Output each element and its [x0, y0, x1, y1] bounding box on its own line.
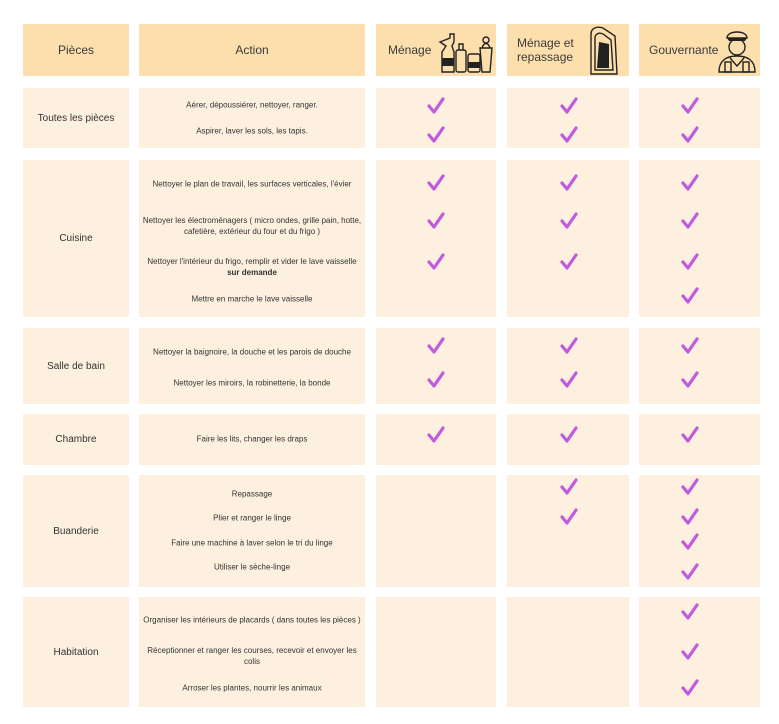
checkmark-icon: [680, 562, 700, 582]
housekeeper-icon: [715, 28, 759, 74]
menage-cell: [376, 328, 496, 404]
action-cell: [139, 88, 365, 148]
checkmark-icon: [426, 96, 446, 116]
menage-repassage-cell: [507, 328, 629, 404]
gouvernante-cell: [639, 475, 760, 587]
action-cell: [139, 160, 365, 317]
task-text: Nettoyer l'intérieur du frigo, remplir et vider le lave vaisselle sur demande: [147, 257, 357, 277]
checkmark-icon: [426, 125, 446, 145]
menage-repassage-cell: [507, 414, 629, 465]
action-cell: [139, 328, 365, 404]
checkmark-icon: [680, 602, 700, 622]
header-action: [139, 24, 365, 76]
menage-repassage-cell: [507, 160, 629, 317]
room-label: Salle de bain: [47, 360, 105, 372]
room-label: Toutes les pièces: [37, 112, 115, 124]
room-cell: [23, 475, 129, 587]
header-menage-repassage: [507, 24, 629, 76]
task-text: Plier et ranger le linge: [213, 513, 291, 523]
menage-repassage-cell: [507, 88, 629, 148]
menage-cell: [376, 475, 496, 587]
room-label: Habitation: [53, 646, 99, 658]
header-menage-label: Ménage: [388, 43, 432, 57]
header-menage-repassage-label: Ménage et repassage: [517, 36, 574, 64]
checkmark-icon: [680, 173, 700, 193]
room-cell: [23, 597, 129, 707]
header-gouvernante-label: Gouvernante: [649, 43, 719, 57]
header-menage: [376, 24, 496, 76]
header-action-label: Action: [235, 43, 269, 57]
checkmark-icon: [426, 425, 446, 445]
checkmark-icon: [426, 370, 446, 390]
checkmark-icon: [559, 96, 579, 116]
checkmark-icon: [680, 96, 700, 116]
room-cell: [23, 328, 129, 404]
checkmark-icon: [680, 125, 700, 145]
task-text: Arroser les plantes, nourrir les animaux: [182, 683, 322, 693]
checkmark-icon: [680, 211, 700, 231]
gouvernante-cell: [639, 88, 760, 148]
cleaning-products-icon: [436, 28, 494, 74]
checkmark-icon: [680, 642, 700, 662]
header-rooms: [23, 24, 129, 76]
task-text: Nettoyer la baignoire, la douche et les parois de douche: [153, 347, 351, 357]
room-label: Cuisine: [59, 233, 93, 244]
header-gouvernante: [639, 24, 760, 76]
task-text: Nettoyer le plan de travail, les surfaces verticales, l'évier: [152, 179, 352, 189]
task-text: Faire une machine à laver selon le tri du linge: [171, 538, 333, 548]
task-text: Aérer, dépoussiérer, nettoyer, ranger.: [186, 100, 318, 110]
checkmark-icon: [559, 477, 579, 497]
menage-repassage-cell: [507, 597, 629, 707]
task-text: Nettoyer les électroménagers ( micro ondes, grille pain, hotte, cafetière, extérieur du four et du frigo ): [142, 216, 362, 236]
menage-cell: [376, 88, 496, 148]
checkmark-icon: [680, 370, 700, 390]
gouvernante-cell: [639, 328, 760, 404]
room-label: Chambre: [55, 434, 97, 445]
task-text: Repassage: [231, 489, 273, 499]
task-text: Nettoyer les miroirs, la robinetterie, la bonde: [173, 378, 331, 388]
checkmark-icon: [559, 252, 579, 272]
task-emphasis: sur demande: [227, 268, 277, 277]
checkmark-icon: [680, 678, 700, 698]
action-cell: [139, 414, 365, 465]
task-text: Mettre en marche le lave vaisselle: [191, 294, 313, 304]
checkmark-icon: [559, 173, 579, 193]
checkmark-icon: [559, 425, 579, 445]
task-text: Réceptionner et ranger les courses, recevoir et envoyer les colis: [147, 646, 357, 666]
checkmark-icon: [426, 211, 446, 231]
checkmark-icon: [559, 125, 579, 145]
room-cell: [23, 160, 129, 317]
checkmark-icon: [680, 286, 700, 306]
checkmark-icon: [426, 336, 446, 356]
checkmark-icon: [426, 173, 446, 193]
checkmark-icon: [680, 252, 700, 272]
gouvernante-cell: [639, 597, 760, 707]
menage-cell: [376, 597, 496, 707]
room-label: Buanderie: [53, 525, 99, 537]
checkmark-icon: [680, 477, 700, 497]
task-text: Utiliser le sèche-linge: [213, 562, 291, 572]
action-cell: [139, 597, 365, 707]
task-text: Organiser les intérieurs de placards ( dans toutes les pièces ): [143, 615, 361, 625]
gouvernante-cell: [639, 414, 760, 465]
room-cell: [23, 88, 129, 148]
action-cell: [139, 475, 365, 587]
header-rooms-label: Pièces: [57, 43, 95, 57]
task-text: Faire les lits, changer les draps: [196, 434, 308, 444]
checkmark-icon: [559, 211, 579, 231]
checkmark-icon: [559, 336, 579, 356]
checkmark-icon: [559, 370, 579, 390]
menage-repassage-cell: [507, 475, 629, 587]
checkmark-icon: [680, 336, 700, 356]
checkmark-icon: [559, 507, 579, 527]
gouvernante-cell: [639, 160, 760, 317]
checkmark-icon: [680, 507, 700, 527]
task-text: Aspirer, laver les sols, les tapis.: [196, 126, 308, 136]
checkmark-icon: [680, 425, 700, 445]
checkmark-icon: [426, 252, 446, 272]
iron-icon: [587, 24, 623, 76]
menage-cell: [376, 414, 496, 465]
room-cell: [23, 414, 129, 465]
menage-cell: [376, 160, 496, 317]
checkmark-icon: [680, 532, 700, 552]
